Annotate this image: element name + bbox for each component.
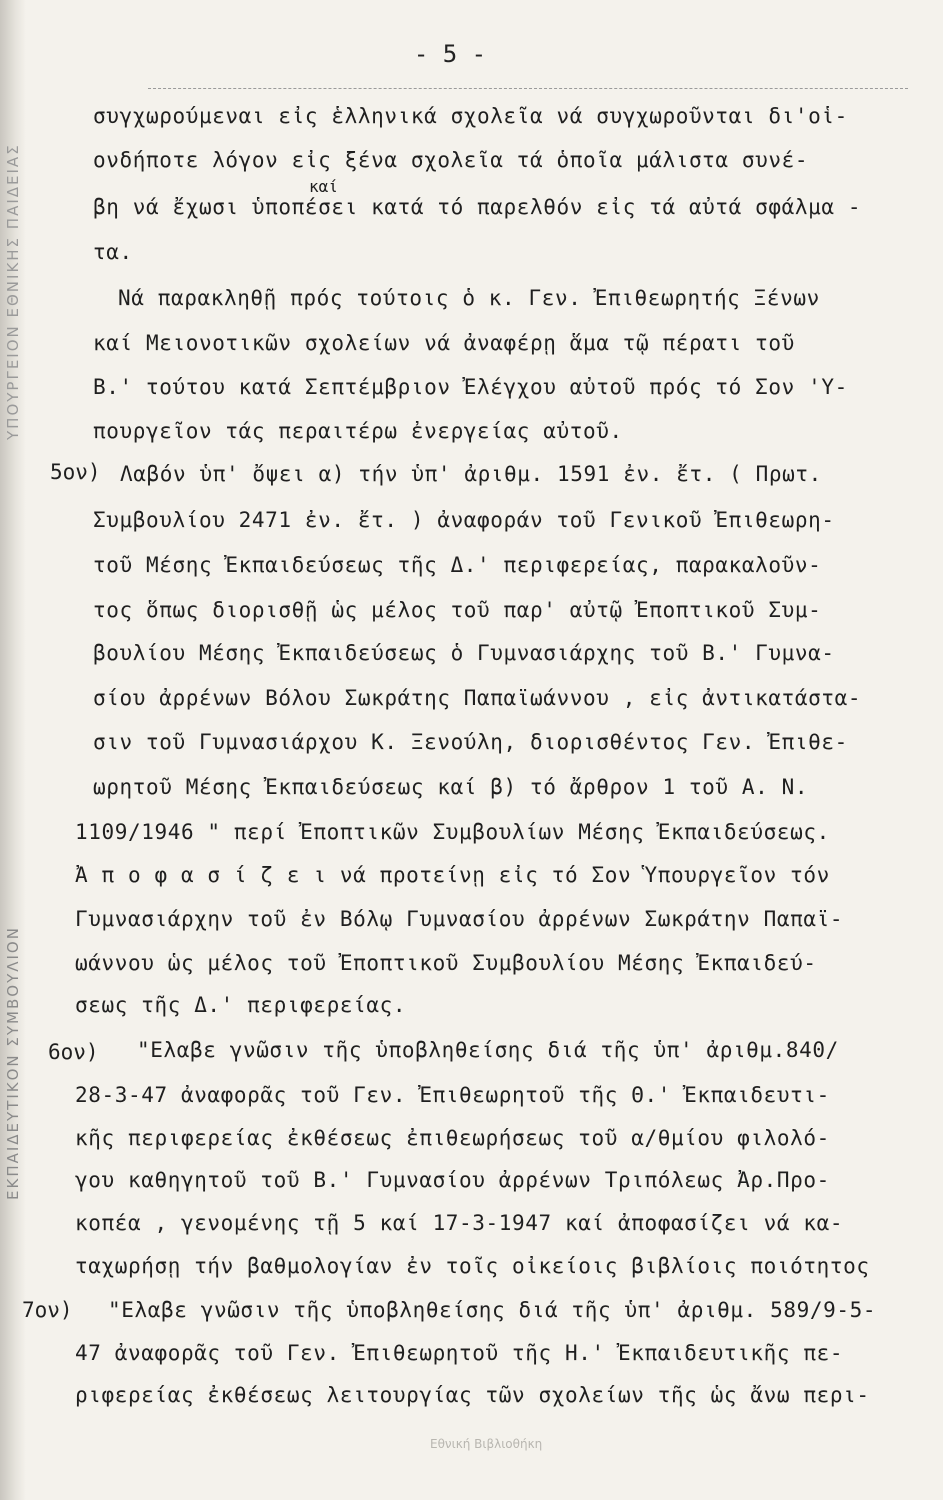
item-number-7: 7ον)	[22, 1298, 73, 1322]
text-line: βη νά ἔχωσι ὑποπέσει κατά τό παρελθόν εἰς τά αὐτά σφάλμα -	[93, 195, 862, 219]
text-line: γου καθηγητοῦ τοῦ Β.' Γυμνασίου ἀρρένων Τριπόλεως Ἀρ.Προ-	[75, 1168, 830, 1192]
text-line: συγχωρούμεναι εἰς ἑλληνικά σχολεῖα νά συγχωροῦνται δι'οἱ-	[93, 104, 848, 128]
text-line: πουργεῖον τάς περαιτέρω ἐνεργείας αὐτοῦ.	[93, 419, 623, 443]
text-line: κοπέα , γενομένης τῇ 5 καί 17-3-1947 καί ἀποφασίζει νά κα-	[75, 1211, 844, 1235]
text-line: σεως τῆς Δ.' περιφερείας.	[75, 993, 407, 1017]
item-number-6: 6ον)	[48, 1040, 99, 1064]
text-line: ριφερείας ἐκθέσεως λειτουργίας τῶν σχολείων τῆς ὡς ἄνω περι-	[75, 1383, 870, 1407]
text-line: ωρητοῦ Μέσης Ἐκπαιδεύσεως καί β) τό ἄρθρον 1 τοῦ Α. Ν.	[93, 775, 809, 799]
text-line: σίου ἀρρένων Βόλου Σωκράτης Παπαϊωάννου , εἰς ἀντικατάστα-	[93, 686, 862, 710]
binding-margin	[0, 0, 26, 1500]
text-line: Ἀ π ο φ α σ ί ζ ε ι νά προτείνῃ εἰς τό Σον Ὑπουργεῖον τόν	[75, 863, 830, 887]
text-line: 1109/1946 " περί Ἐποπτικῶν Συμβουλίων Μέσης Ἐκπαιδεύσεως.	[75, 820, 830, 844]
text-line: 47 ἀναφορᾶς τοῦ Γεν. Ἐπιθεωρητοῦ τῆς Η.' Ἐκπαιδευτικῆς πε-	[75, 1341, 844, 1365]
text-line: τοῦ Μέσης Ἐκπαιδεύσεως τῆς Δ.' περιφερείας, παρακαλοῦν-	[93, 553, 822, 577]
text-line: σιν τοῦ Γυμνασιάρχου Κ. Ξενούλη, διορισθέντος Γεν. Ἐπιθε-	[93, 730, 848, 754]
footer-faint-stamp: Εθνική Βιβλιοθήκη	[430, 1437, 543, 1451]
text-line: βουλίου Μέσης Ἐκπαιδεύσεως ὁ Γυμνασιάρχης τοῦ Β.' Γυμνα-	[93, 641, 835, 665]
inserted-word: καί	[309, 177, 338, 196]
text-line: Νά παρακληθῇ πρός τούτοις ὁ κ. Γεν. Ἐπιθεωρητής Ξένων	[118, 286, 820, 310]
text-line: Γυμνασιάρχην τοῦ ἐν Βόλῳ Γυμνασίου ἀρρένων Σωκράτην Παπαϊ-	[75, 907, 844, 931]
header-rule	[148, 88, 908, 90]
item-number-5: 5ον)	[50, 460, 101, 484]
margin-stamp-top: ΥΠΟΥΡΓΕΙΟΝ ΕΘΝΙΚΗΣ ΠΑΙΔΕΙΑΣ	[4, 143, 22, 440]
text-line: κῆς περιφερείας ἐκθέσεως ἐπιθεωρήσεως τοῦ α/θμίου φιλολό-	[75, 1126, 830, 1150]
text-line: "Ελαβε γνῶσιν τῆς ὑποβληθείσης διά τῆς ὑπ' ἀριθμ.840/	[137, 1038, 839, 1062]
text-line: ωάννου ὡς μέλος τοῦ Ἐποπτικοῦ Συμβουλίου Μέσης Ἐκπαιδεύ-	[75, 951, 817, 975]
text-line: Β.' τούτου κατά Σεπτέμβριον Ἐλέγχου αὐτοῦ πρός τό Σον 'Υ-	[93, 375, 848, 399]
text-line: Λαβόν ὑπ' ὄψει α) τήν ὑπ' ἀριθμ. 1591 ἐν. ἔτ. ( Πρωτ.	[120, 462, 822, 486]
text-line: ταχωρήσῃ τήν βαθμολογίαν ἐν τοῖς οἰκείοις βιβλίοις ποιότητος	[75, 1254, 870, 1278]
margin-stamp: ΕΚΠΑΙΔΕΥΤΙΚΟΝ ΣΥΜΒΟΥΛΙΟΝ	[4, 926, 22, 1200]
page-number: - 5 -	[413, 40, 487, 68]
text-line: καί Μειονοτικῶν σχολείων νά ἀναφέρῃ ἅμα τῷ πέρατι τοῦ	[93, 331, 795, 355]
text-line: ονδήποτε λόγον εἰς ξένα σχολεῖα τά ὁποῖα μάλιστα συνέ-	[93, 148, 809, 172]
text-line: 28-3-47 ἀναφορᾶς τοῦ Γεν. Ἐπιθεωρητοῦ τῆς Θ.' Ἐκπαιδευτι-	[75, 1083, 830, 1107]
text-line: Συμβουλίου 2471 ἐν. ἔτ. ) ἀναφοράν τοῦ Γενικοῦ Ἐπιθεωρη-	[93, 508, 835, 532]
text-line: "Ελαβε γνῶσιν τῆς ὑποβληθείσης διά τῆς ὑπ' ἀριθμ. 589/9-5-	[108, 1298, 877, 1322]
text-line: τος ὅπως διορισθῇ ὡς μέλος τοῦ παρ' αὐτῷ Ἐποπτικοῦ Συμ-	[93, 598, 822, 622]
text-line: τα.	[93, 240, 133, 264]
